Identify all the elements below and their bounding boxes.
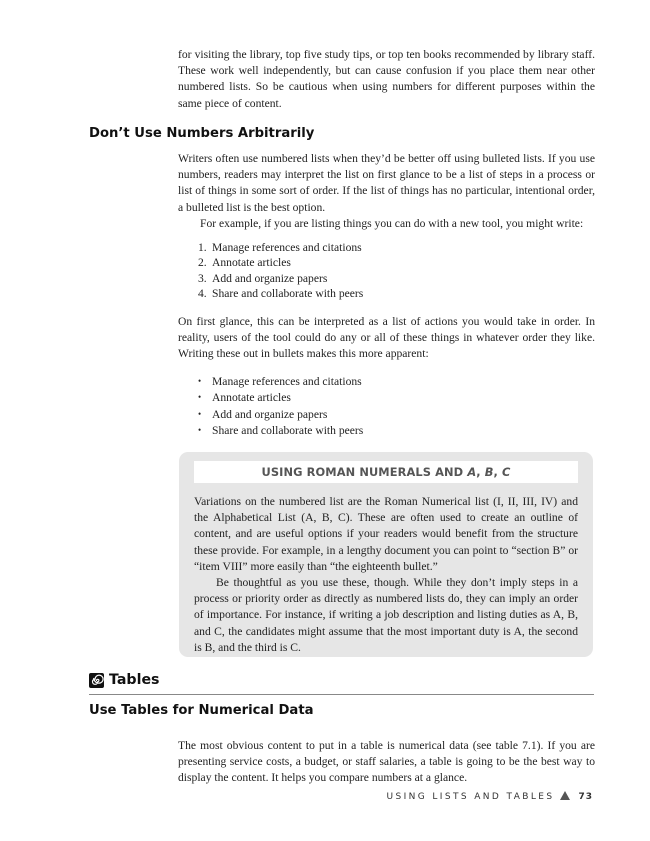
arbitrary-paragraphs xyxy=(178,151,595,232)
list-item-text: Add and organize papers xyxy=(212,271,328,285)
list-item-text: Manage references and citations xyxy=(212,241,362,254)
list-item xyxy=(198,271,363,286)
list-item-text: Manage references and citations xyxy=(212,375,362,388)
numbered-list xyxy=(198,240,363,302)
heading-dont-use-numbers: Don’t Use Numbers Arbitrarily xyxy=(89,126,315,141)
list-number: 3. xyxy=(198,271,207,285)
list-item xyxy=(198,286,363,301)
list-item xyxy=(198,390,363,406)
list-item xyxy=(198,240,363,255)
sidebar-title-sep: , xyxy=(493,465,503,479)
list-item xyxy=(198,374,363,390)
list-item xyxy=(198,407,363,423)
list-item-text: Share and collaborate with peers xyxy=(212,287,364,301)
sidebar-para-1: Variations on the numbered list are the Roman Numerical list (I, II, III, IV) and the Alphabetical List (A, B, C). These are often used to create an outline of content, and are useful options if your readers would benefit from the structure these provide. For example, in a lengthy document you can point to “section B” or “item VIII” more easily than “the eighteenth bullet.” xyxy=(194,495,578,573)
arbitrary-para-1: Writers often use numbered lists when they’d be better off using bulleted lists. If you use numbers, readers may interpret the list on first glance to be a list of steps in a process or list of things in some sort of order. If the list of things has no particular, intentional order, a bulleted list is the best option. xyxy=(178,152,595,214)
bullet-icon: • xyxy=(198,408,202,419)
list-number: 1. xyxy=(198,241,207,254)
bullet-icon: • xyxy=(198,376,202,386)
list-item-text: Share and collaborate with peers xyxy=(212,424,364,438)
arbitrary-paragraph-3 xyxy=(178,314,595,363)
heading-use-tables: Use Tables for Numerical Data xyxy=(89,703,314,718)
sidebar-title-a: A xyxy=(467,465,477,479)
list-number: 4. xyxy=(198,287,207,301)
sidebar-para-2: Be thoughtful as you use these, though. While they don’t imply steps in a process or priority order as directly as numbered lists do, they can imply an order of importance. For instance, if writing a job description and listing duties as A, B, and C, the candidates might assume that the most important duty is A, the second is B, and the third is C. xyxy=(194,576,578,654)
list-item-text: Add and organize papers xyxy=(212,407,328,421)
sidebar-title-sep: , xyxy=(476,465,485,479)
sidebar-body xyxy=(194,494,578,656)
page-footer xyxy=(386,790,593,802)
section-header-tables xyxy=(89,672,594,695)
list-item xyxy=(198,255,363,270)
triangle-icon xyxy=(560,791,570,800)
list-item-text: Annotate articles xyxy=(212,256,291,270)
tables-title: Tables xyxy=(109,672,160,688)
page-number: 73 xyxy=(578,792,593,802)
list-item-text: Annotate articles xyxy=(212,391,291,405)
arbitrary-para-3: On first glance, this can be interpreted as a list of actions you would take in order. In reality, users of the tool could do any or all of these things in whatever order they like. Writing these out in bullets makes this more apparent: xyxy=(178,315,595,361)
arbitrary-para-2: For example, if you are listing things you can do with a new tool, you might write: xyxy=(200,216,584,230)
bulleted-list xyxy=(198,374,363,440)
list-item xyxy=(198,423,363,439)
numerical-para-1: The most obvious content to put in a table is numerical data (see table 7.1). If you are presenting service costs, a budget, or staff salaries, a table is going to be the best way to display the content. It helps you compare numbers at a glance. xyxy=(178,739,595,785)
spiral-icon xyxy=(89,673,104,688)
sidebar-title-text: USING ROMAN NUMERALS AND xyxy=(261,465,468,479)
intro-paragraph xyxy=(178,47,595,112)
sidebar-title-b: B xyxy=(484,465,494,479)
bullet-icon: • xyxy=(198,425,202,436)
sidebar-title-c: C xyxy=(502,465,511,479)
roman-numerals-sidebar xyxy=(179,452,593,657)
bullet-icon: • xyxy=(198,392,202,403)
intro-text: for visiting the library, top five study tips, or top ten books recommended by library staff. These work well independently, but can cause confusion if you place them near other numbered lists. So be cautious when using numbers for different purposes within the same piece of content. xyxy=(178,48,595,110)
numerical-paragraph xyxy=(178,738,595,787)
sidebar-title xyxy=(194,461,578,483)
list-number: 2. xyxy=(198,256,207,270)
running-head: USING LISTS AND TABLES xyxy=(386,792,555,802)
